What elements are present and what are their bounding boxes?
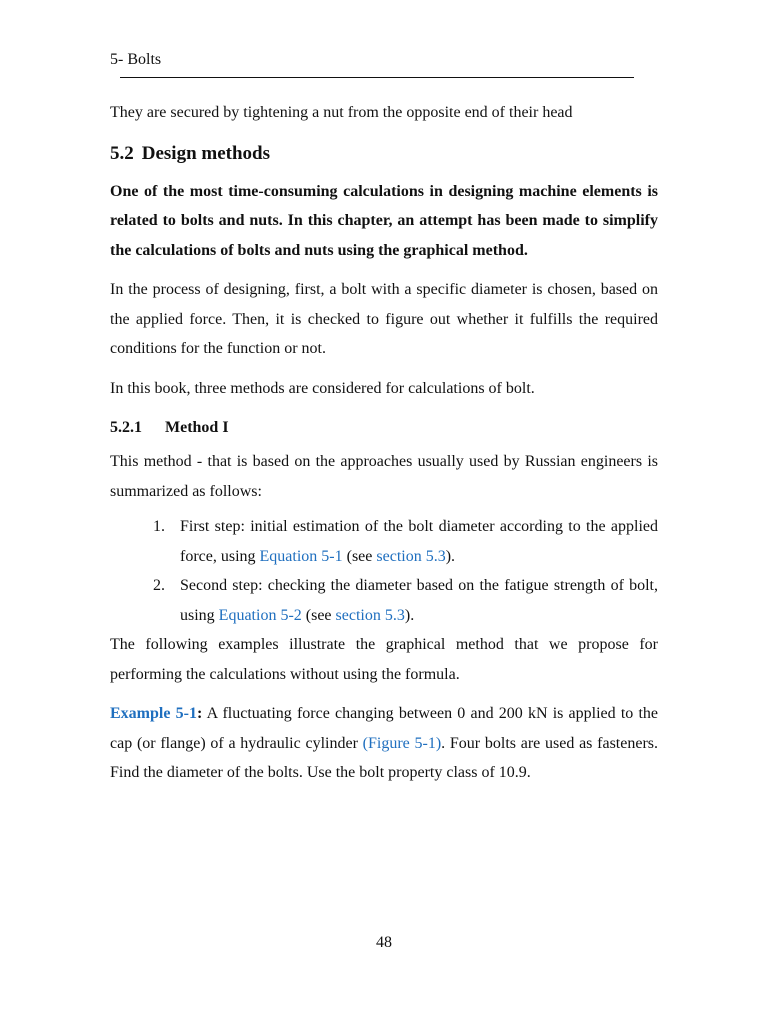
step-text: ).: [445, 547, 456, 565]
section-heading: [110, 139, 658, 169]
step-text: ).: [404, 606, 415, 624]
list-marker: 2.: [153, 577, 165, 594]
steps-list: [110, 512, 658, 630]
step-text: (see: [301, 606, 336, 624]
list-item: [110, 571, 658, 630]
section-title: Design methods: [141, 142, 271, 164]
intro-line: They are secured by tightening a nut from the opposite end of their head: [110, 104, 573, 121]
step-text: First step: initial estimation of the bolt diameter according to the applied force, using: [180, 518, 658, 565]
section-number: 5.2: [110, 142, 134, 164]
step-text: Second step: checking the diameter based on the fatigue strength of bolt, using: [180, 577, 658, 624]
subsection-number: 5.2.1: [110, 419, 142, 436]
running-head: 5- Bolts: [110, 51, 162, 68]
paragraph-design-process: In the process of designing, first, a bolt with a specific diameter is chosen, based on the applied force. Then, it is checked to figure out whether it fulfills the required conditions for the function or not.: [110, 281, 658, 357]
figure-link[interactable]: (Figure 5-1): [362, 734, 442, 752]
subsection-heading: [110, 414, 658, 442]
example-text: . Four bolts are used as fasteners. Find the diameter of the bolts. Use the bolt property class of 10.9.: [110, 734, 659, 781]
equation-link[interactable]: Equation 5-1: [259, 547, 343, 565]
lead-paragraph: One of the most time-consuming calculations in designing machine elements is related to bolts and nuts. In this chapter, an attempt has been made to simplify the calculations of bolts and nuts using the graphical method.: [110, 182, 658, 259]
section-link[interactable]: section 5.3: [376, 547, 446, 565]
paragraph-examples-intro: The following examples illustrate the graphical method that we propose for performing the calculations without using the formula.: [110, 636, 658, 683]
example-colon: :: [196, 705, 203, 722]
example-paragraph: [110, 699, 658, 788]
list-item: [110, 512, 658, 571]
example-text: A fluctuating force changing between 0 and 200 kN is applied to the cap (or flange) of a hydraulic cylinder: [110, 705, 659, 752]
page-content: [110, 98, 658, 788]
step-text: (see: [342, 547, 377, 565]
section-link[interactable]: section 5.3: [335, 606, 405, 624]
paragraph-three-methods: In this book, three methods are considered for calculations of bolt.: [110, 379, 535, 397]
paragraph-method-intro: This method - that is based on the approaches usually used by Russian engineers is summarized as follows:: [110, 453, 658, 500]
subsection-title: Method I: [165, 419, 229, 436]
equation-link[interactable]: Equation 5-2: [218, 606, 302, 624]
page-number: 48: [376, 934, 392, 951]
list-marker: 1.: [153, 518, 165, 535]
header-rule: [120, 77, 634, 78]
example-label[interactable]: Example 5-1: [110, 705, 197, 722]
